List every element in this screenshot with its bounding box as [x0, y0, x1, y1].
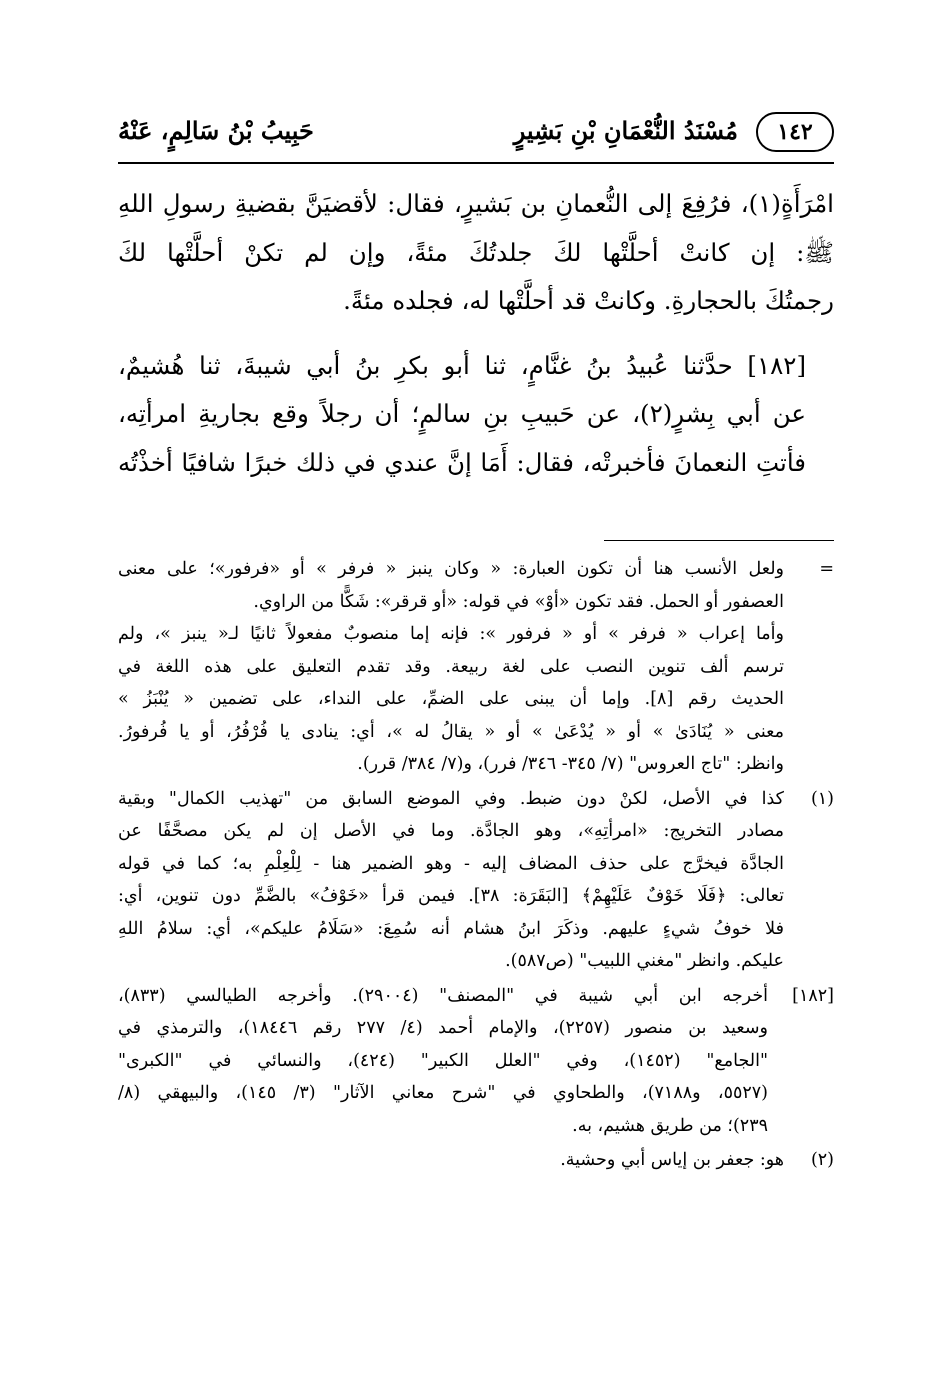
footnote-separator	[604, 540, 834, 541]
running-header	[118, 112, 834, 158]
footnotes	[118, 553, 834, 1179]
footnote-182	[118, 980, 834, 1143]
footnote-line: (٥٥٢٧، و٧١٨٨)، والطحاوي في "شرح معاني الآثار" (٣/ ١٤٥)، والبيهقي (٨/	[118, 1083, 768, 1103]
footnote-line: ٢٣٩)؛ من طريق هشيم، به.	[572, 1115, 768, 1136]
footnote-marker: (١)	[810, 788, 834, 809]
text-line: عن أبي بِشرٍ(٢)، عن حَبيبِ بنِ سالمٍ؛ أن رجلاً وقع بجاريةِ امرأتِه،	[118, 399, 806, 428]
footnote-continued	[118, 553, 834, 781]
footnote-line: "الجامع" (١٤٥٢)، وفي "العلل الكبير" (٤٢٤)، والنسائي في "الكبرى"	[118, 1050, 768, 1071]
footnote-line: عليكم. وانظر "مغني اللبيب" (ص٥٨٧).	[505, 951, 784, 971]
paragraph-182	[118, 342, 834, 488]
footnote-line: فلا خوفُ شيءٍ عليهم. وذكَرَ ابنُ هشام أنه سُمِعَ: «سَلَامُ عليكم»، أي: سلامُ اللهِ	[118, 918, 784, 939]
footnote-line: وأما إعراب « فرفر » أو « فرفور »: فإنه إما منصوبٌ مفعولاً ثانيًا لـ« ينبز »، ولم	[118, 624, 784, 644]
book-title: مُسْنَدُ النُّعْمَانِ بْنِ بَشِيرٍ	[513, 116, 738, 145]
footnote-line: تعالى: ﴿فَلَا خَوْفٌ عَلَيْهِمْ﴾ [البَقَرَة: ٣٨]. فيمن قرأ «خَوْفُ» بالضَّمِّ دون تنوين، أي:	[118, 886, 784, 906]
page-number: ١٤٢	[756, 112, 834, 152]
footnote-line: كذا في الأصل، لكنْ دون ضبط. وفي الموضع السابق من "تهذيب الكمال" وبقية	[118, 788, 784, 809]
text-line: امْرَأَةٍ(١)، فرُفِعَ إلى النُّعمانِ بن بَشيرٍ، فقال: لأقضيَنَّ بقضيةِ رسولِ اللهِ	[118, 189, 834, 218]
footnote-2	[118, 1144, 834, 1177]
header-rule	[118, 162, 834, 164]
footnote-line: أخرجه ابن أبي شيبة في "المصنف" (٢٩٠٠٤). وأخرجه الطيالسي (٨٣٣)،	[118, 985, 769, 1006]
footnote-line: معنى « يُنَادَىٰ » أو « يُدْعَىٰ » أو « يقالُ له »، أي: ينادى يا فُرْفُرُ، أو يا فُرفورُ.	[118, 721, 784, 742]
text-line: رجمتُكَ بالحجارةِ. وكانتْ قد أحلَّتْها له، فجلده مئةً.	[343, 286, 834, 315]
section-title: حَبِيبُ بْنُ سَالِمٍ، عَنْهُ	[118, 116, 314, 145]
footnote-line: الجادَّة فيخرَّج على حذف المضاف إليه - وهو الضمير هنا - لِلْعِلْمِ به؛ كما في قوله	[118, 853, 784, 874]
footnote-1	[118, 783, 834, 978]
footnote-marker: =	[819, 559, 834, 579]
main-text	[118, 180, 834, 487]
footnote-marker: [١٨٢]	[792, 985, 834, 1006]
footnote-line: الحديث رقم [٨]. وإما أن يبنى على الضمِّ، على النداء، على تضمين « يُنْبَزُ »	[118, 689, 784, 709]
text-line: فأتتِ النعمانَ فأخبرتْه، فقال: أَمَا إنَّ عندي في ذلك خبرًا شافيًا أخذْتُه	[118, 447, 806, 477]
footnote-line: هو: جعفر بن إياس أبي وحشية.	[560, 1150, 784, 1170]
text-line: [١٨٢] حدَّثنا عُبيدُ بنُ غنَّامٍ، ثنا أبو بكرِ بنُ أبي شيبةَ، ثنا هُشيمٌ،	[118, 350, 806, 380]
footnote-line: وسعيد بن منصور (٢٢٥٧)، والإمام أحمد (٤/ ٢٧٧ رقم ١٨٤٤٦)، والترمذي في	[118, 1018, 768, 1038]
footnote-line: وانظر: "تاج العروس" (٧/ ٣٤٥- ٣٤٦/ فرر)، و(٧/ ٣٨٤/ قرر).	[357, 754, 784, 774]
footnote-line: ترسم ألف تنوين النصب على لغة ربيعة. وقد تقدم التعليق على هذه اللغة في	[118, 656, 784, 677]
footnote-line: ولعل الأنسب هنا أن تكون العبارة: « وكان ينبز « فرفر » أو «فرفور»؛ على معنى	[118, 559, 784, 579]
footnote-marker: (٢)	[810, 1150, 834, 1170]
footnote-line: مصادر التخريج: «امرأتِهِ»، وهو الجادَّة. وما في الأصل إن لم يكن مصحَّفًا عن	[118, 821, 784, 841]
text-line: ﷺ: إن كانتْ أحلَّتْها لكَ جلدتُكَ مئةً، وإن لم تكنْ أحلَّتْها لكَ	[118, 237, 834, 267]
footnote-line: العصفور أو الحمل. فقد تكون «أوْ» في قوله: «أو قرقر»: شَكًّا من الراوي.	[253, 591, 784, 612]
paragraph-1	[118, 180, 834, 326]
